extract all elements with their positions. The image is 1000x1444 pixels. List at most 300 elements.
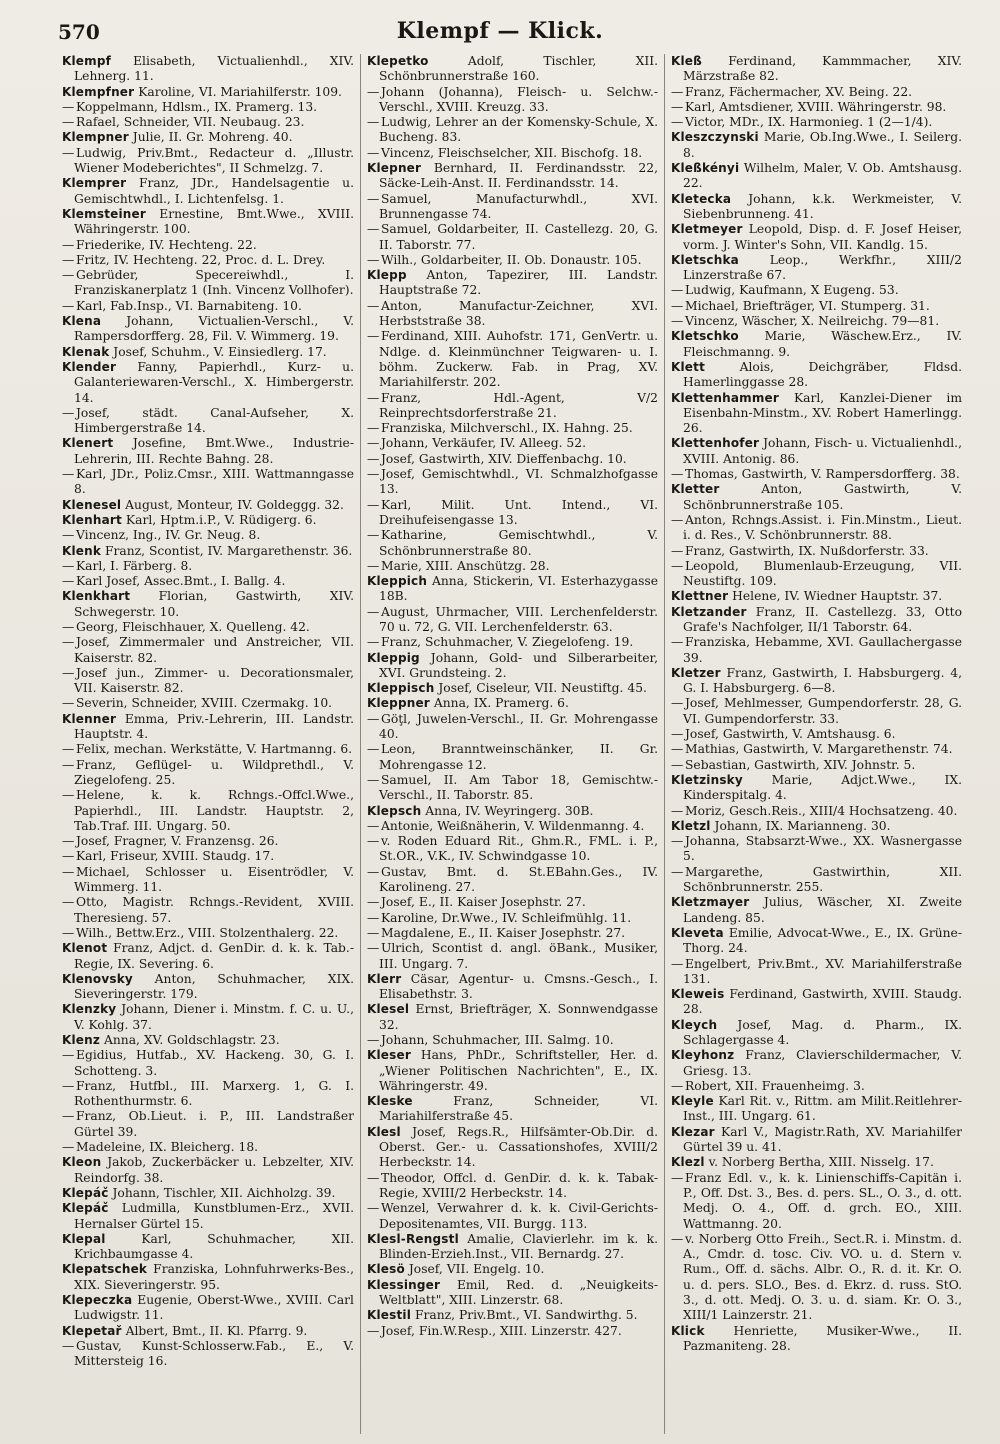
- entry-details: Ferdinand, XIII. Auhofstr. 171, GenVertr. u. Ndlge. d. Kleinmünchner Teigwaren- u. I. böhm. Zuckerw. Fab. in Prag, XV. Mariahilferstr. 202.: [379, 329, 658, 390]
- directory-entry: [367, 574, 658, 605]
- continuation-dash: —: [62, 145, 75, 160]
- directory-entry: [62, 1140, 354, 1155]
- entry-details: Rafael, Schneider, VII. Neubaug. 23.: [76, 115, 305, 130]
- entry-details: Ludwig, Priv.Bmt., Redacteur d. „Illustr. Wiener Modeberichtes", II Schmelzg. 7.: [74, 145, 354, 176]
- entry-details: Josef, Mehlmesser, Gumpendorferstr. 28, G. VI. Gumpendorferstr. 33.: [683, 696, 962, 726]
- directory-entry: [62, 544, 354, 559]
- directory-entry: [367, 253, 658, 268]
- continuation-dash: —: [367, 390, 380, 405]
- continuation-dash: —: [62, 467, 75, 482]
- directory-entry: [671, 161, 962, 192]
- directory-entry: [62, 1186, 354, 1201]
- directory-entry: [62, 100, 354, 115]
- entry-surname: Klenner: [62, 711, 117, 726]
- directory-entry: [671, 1171, 962, 1232]
- entry-details: Jakob, Zuckerbäcker u. Lebzelter, XIV. Reindorfg. 38.: [74, 1155, 354, 1185]
- entry-details: Wilh., Goldarbeiter, II. Ob. Donaustr. 105.: [381, 252, 642, 267]
- continuation-dash: —: [62, 99, 75, 114]
- entry-details: Magdalene, E., II. Kaiser Josephstr. 27.: [381, 925, 626, 940]
- entry-surname: Klesl: [367, 1124, 401, 1139]
- entry-details: Johann, Tischler, XII. Aichholzg. 39.: [112, 1185, 336, 1200]
- directory-entry: [367, 773, 658, 804]
- entry-surname: Klesl-Rengstl: [367, 1231, 459, 1246]
- entry-details: Anna, Stickerin, VI. Esterhazygasse 18B.: [379, 574, 658, 604]
- entry-details: Felix, mechan. Werkstätte, V. Hartmanng. 6.: [76, 742, 353, 757]
- directory-entry: [62, 1002, 354, 1033]
- directory-entry: [62, 972, 354, 1003]
- entry-details: Alois, Deichgräber, Fldsd. Hamerlinggasse 28.: [683, 359, 962, 390]
- directory-entry: [671, 895, 962, 926]
- entry-details: Marie, XIII. Anschützg. 28.: [381, 558, 550, 573]
- directory-entry: [62, 146, 354, 177]
- entry-surname: Klepáč: [62, 1201, 109, 1216]
- directory-entry: [62, 406, 354, 437]
- column-1: [56, 54, 360, 1434]
- entry-surname: Kleppisch: [367, 681, 435, 696]
- entry-details: Robert, XII. Frauenheimg. 3.: [685, 1078, 865, 1093]
- continuation-dash: —: [62, 619, 75, 634]
- entry-surname: Kletzl: [671, 818, 711, 833]
- directory-entry: [671, 314, 962, 329]
- directory-entry: [367, 1278, 658, 1309]
- entry-details: Marie, Adjct.Wwe., IX. Kinderspitalg. 4.: [683, 772, 962, 803]
- directory-entry: [367, 696, 658, 711]
- directory-entry: [671, 834, 962, 865]
- directory-entry: [62, 574, 354, 589]
- directory-entry: [62, 513, 354, 528]
- entry-details: Franz, Gastwirth, IX. Nußdorferstr. 33.: [685, 543, 929, 558]
- continuation-dash: —: [671, 803, 684, 818]
- continuation-dash: —: [367, 1323, 380, 1338]
- entry-details: Karoline, VI. Mariahilferstr. 109.: [138, 84, 342, 99]
- continuation-dash: —: [62, 665, 75, 680]
- entry-details: Georg, Fleischhauer, X. Quelleng. 42.: [76, 619, 310, 634]
- continuation-dash: —: [62, 252, 75, 267]
- continuation-dash: —: [62, 742, 75, 757]
- directory-entry: [62, 1324, 354, 1339]
- directory-entry: [367, 161, 658, 192]
- directory-entry: [671, 666, 962, 697]
- entry-details: Johann, Fisch- u. Victualienhdl., XVIII. Antonig. 86.: [683, 436, 962, 466]
- directory-entry: [671, 727, 962, 742]
- entry-details: Helene, k. k. Rchngs.-Offcl.Wwe., Papierhdl., III. Landstr. Hauptstr. 2, Tab.Traf. III. Ungarg. 50.: [74, 788, 354, 833]
- entry-surname: Klenert: [62, 436, 114, 451]
- directory-entry: [671, 467, 962, 482]
- directory-entry: [367, 146, 658, 161]
- directory-entry: [367, 712, 658, 743]
- entry-details: Samuel, Goldarbeiter, II. Castellezg. 20, G. II. Taborstr. 77.: [379, 222, 658, 252]
- directory-entry: [367, 926, 658, 941]
- directory-entry: [671, 100, 962, 115]
- entry-surname: Kleppner: [367, 696, 430, 711]
- directory-entry: [367, 1171, 658, 1202]
- entry-details: v. Norberg Otto Freih., Sect.R. i. Minstm. d. A., Cmdr. d. tosc. Civ. VO. u. d. Stern v. Rum., Off. d. sächs. Albr. O., R. d. it. Kr. O. u. d. pers. SLO., Bes. d. Ekrz. d. russ. StO. 3., d. ott. Medj. O. 3. u. d. siam. Kr. O. 3., XIII/1 Lainzerstr. 21.: [683, 1231, 962, 1323]
- entry-surname: Kleon: [62, 1155, 102, 1170]
- directory-entry: [62, 788, 354, 834]
- entry-details: Josef, E., II. Kaiser Josephstr. 27.: [381, 895, 586, 910]
- directory-entry: [367, 1232, 658, 1263]
- continuation-dash: —: [367, 252, 380, 267]
- directory-entry: [367, 895, 658, 910]
- continuation-dash: —: [62, 864, 75, 879]
- continuation-dash: —: [367, 467, 380, 482]
- directory-entry: [367, 681, 658, 696]
- directory-entry: [62, 849, 354, 864]
- directory-entry: [671, 819, 962, 834]
- entry-surname: Kleyle: [671, 1094, 714, 1109]
- entry-details: Johann, Victualien-Verschl., V. Rampersdorfferg. 28, Fil. V. Wimmerg. 19.: [74, 314, 354, 344]
- entry-details: Vincenz, Ing., IV. Gr. Neug. 8.: [76, 528, 261, 543]
- entry-details: Wenzel, Verwahrer d. k. k. Civil-Gerichts-Depositenamtes, VII. Burgg. 113.: [379, 1201, 658, 1231]
- directory-entry: [62, 712, 354, 743]
- continuation-dash: —: [367, 222, 380, 237]
- directory-entry: [62, 1155, 354, 1186]
- entry-surname: Klemprer: [62, 176, 127, 191]
- directory-entry: [367, 635, 658, 650]
- continuation-dash: —: [671, 757, 684, 772]
- continuation-dash: —: [367, 145, 380, 160]
- entry-details: Anton, Gastwirth, V. Schönbrunnerstraße 105.: [683, 482, 962, 512]
- directory-entry: [367, 819, 658, 834]
- entry-surname: Kletzander: [671, 604, 747, 619]
- directory-entry: [367, 972, 658, 1003]
- entry-surname: Klenak: [62, 344, 110, 359]
- continuation-dash: —: [62, 115, 75, 130]
- entry-details: Fanny, Papierhdl., Kurz- u. Galanteriewaren-Verschl., X. Himbergerstr. 14.: [74, 359, 354, 405]
- entry-details: Karl V., Magistr.Rath, XV. Mariahilfer Gürtel 39 u. 41.: [683, 1124, 962, 1155]
- entry-details: Franz, Scontist, IV. Margarethenstr. 36.: [105, 543, 353, 558]
- entry-details: Josef, Fin.W.Resp., XIII. Linzerstr. 427.: [381, 1323, 622, 1338]
- continuation-dash: —: [671, 834, 684, 849]
- entry-details: Gebrüder, Specereiwhdl., I. Franziskanerplatz 1 (Inh. Vincenz Vollhofer).: [74, 268, 354, 298]
- entry-surname: Klenzky: [62, 1002, 117, 1017]
- entry-surname: Kletschka: [671, 252, 739, 267]
- entry-details: Johann, Diener i. Minstm. f. C. u. U., V. Kohlg. 37.: [74, 1002, 354, 1032]
- entry-details: Samuel, II. Am Tabor 18, Gemischtw.-Verschl., II. Taborstr. 85.: [379, 772, 658, 803]
- entry-details: Victor, MDr., IX. Harmonieg. 1 (2—1/4).: [685, 115, 933, 130]
- entry-details: Josef jun., Zimmer- u. Decorationsmaler, VII. Kaiserstr. 82.: [74, 665, 354, 696]
- continuation-dash: —: [367, 834, 380, 849]
- directory-entry: [367, 467, 658, 498]
- entry-details: Antonie, Weißnäherin, V. Wildenmanng. 4.: [381, 818, 645, 833]
- entry-surname: Klepeczka: [62, 1293, 133, 1308]
- entry-details: Hans, PhDr., Schriftsteller, Her. d. „Wiener Politischen Nachrichten", E., IX. Währingerstr. 49.: [379, 1048, 658, 1093]
- continuation-dash: —: [367, 329, 380, 344]
- directory-entry: [367, 1048, 658, 1094]
- directory-entry: [62, 758, 354, 789]
- entry-details: Henriette, Musiker-Wwe., II. Pazmaniteng. 28.: [683, 1323, 962, 1353]
- entry-surname: Kletzmayer: [671, 895, 750, 910]
- entry-surname: Kletmeyer: [671, 222, 743, 237]
- entry-details: Johanna, Stabsarzt-Wwe., XX. Wasnergasse 5.: [683, 834, 962, 864]
- entry-details: Josef, Schuhm., V. Einsiedlerg. 17.: [113, 344, 327, 359]
- directory-entry: [367, 436, 658, 451]
- directory-entry: [62, 1262, 354, 1293]
- entry-details: Otto, Magistr. Rchngs.-Revident, XVIII. Theresieng. 57.: [74, 895, 354, 925]
- entry-details: Emilie, Advocat-Wwe., E., IX. Grüne-Thorg. 24.: [683, 925, 962, 956]
- entry-details: Anton, Rchngs.Assist. i. Fin.Minstm., Lieut. i. d. Res., V. Schönbrunnerstr. 88.: [683, 512, 962, 543]
- entry-surname: Klestil: [367, 1308, 412, 1323]
- continuation-dash: —: [367, 84, 380, 99]
- directory-entry: [671, 482, 962, 513]
- entry-surname: Klick: [671, 1323, 705, 1338]
- entry-details: Fritz, IV. Hechteng. 22, Proc. d. L. Drey.: [76, 252, 326, 267]
- column-2: [360, 54, 664, 1434]
- entry-details: Marie, Wäschew.Erz., IV. Fleischmanng. 9.: [683, 329, 962, 359]
- directory-entry: [62, 1033, 354, 1048]
- continuation-dash: —: [671, 84, 684, 99]
- continuation-dash: —: [367, 635, 380, 650]
- entry-surname: Kleppich: [367, 574, 428, 589]
- entry-details: Engelbert, Priv.Bmt., XV. Mariahilferstraße 131.: [683, 956, 962, 986]
- continuation-dash: —: [62, 895, 75, 910]
- entry-surname: Klender: [62, 359, 117, 374]
- directory-entry: [62, 620, 354, 635]
- entry-details: Josef, Regs.R., Hilfsämter-Ob.Dir. d. Oberst. Ger.- u. Cassationshofes, XVIII/2 Herbeckstr. 14.: [379, 1124, 658, 1170]
- continuation-dash: —: [367, 604, 380, 619]
- directory-entry: [671, 192, 962, 223]
- directory-entry: [62, 207, 354, 238]
- entry-details: Franz, Fächermacher, XV. Being. 22.: [685, 84, 913, 99]
- page-header: [40, 18, 960, 48]
- entry-details: Sebastian, Gastwirth, XIV. Johnstr. 5.: [685, 757, 916, 772]
- entry-details: Amalie, Clavierlehr. im k. k. Blinden-Erzieh.Inst., VII. Bernardg. 27.: [379, 1231, 658, 1262]
- entry-surname: Kleßkényi: [671, 161, 740, 176]
- directory-entry: [671, 957, 962, 988]
- entry-details: Franz, Geflügel- u. Wildprethdl., V. Ziegelofeng. 25.: [74, 757, 354, 787]
- entry-details: Koppelmann, Hdlsm., IX. Pramerg. 13.: [76, 99, 318, 114]
- entry-details: Anton, Tapezirer, III. Landstr. Hauptstraße 72.: [379, 268, 658, 298]
- continuation-dash: —: [671, 864, 684, 879]
- continuation-dash: —: [62, 1338, 75, 1353]
- entry-details: Vincenz, Wäscher, X. Neilreichg. 79—81.: [685, 314, 940, 329]
- directory-entry: [671, 130, 962, 161]
- continuation-dash: —: [62, 757, 75, 772]
- directory-entry: [671, 1048, 962, 1079]
- directory-entry: [367, 391, 658, 422]
- directory-entry: [367, 1262, 658, 1277]
- entry-details: Michael, Briefträger, VI. Stumperg. 31.: [685, 298, 930, 313]
- directory-entry: [62, 498, 354, 513]
- directory-entry: [671, 283, 962, 298]
- entry-details: Thomas, Gastwirth, V. Rampersdorfferg. 38.: [685, 467, 960, 482]
- entry-surname: Klenesel: [62, 497, 122, 512]
- entry-details: Karl, Amtsdiener, XVIII. Währingerstr. 98.: [685, 99, 947, 114]
- entry-surname: Klepetař: [62, 1323, 122, 1338]
- continuation-dash: —: [367, 742, 380, 757]
- directory-entry: [671, 589, 962, 604]
- directory-entry: [62, 895, 354, 926]
- entry-details: Johann (Johanna), Fleisch- u. Selchw.-Verschl., XVIII. Kreuzg. 33.: [379, 84, 658, 114]
- entry-surname: Kleske: [367, 1094, 413, 1109]
- directory-entry: [671, 696, 962, 727]
- entry-surname: Klempner: [62, 130, 129, 145]
- directory-entry: [671, 253, 962, 284]
- directory-entry: [367, 605, 658, 636]
- continuation-dash: —: [367, 497, 380, 512]
- entry-details: Elisabeth, Victualienhdl., XIV. Lehnerg. 11.: [74, 54, 354, 84]
- directory-entry: [62, 176, 354, 207]
- directory-entry: [367, 1324, 658, 1339]
- directory-entry: [62, 1201, 354, 1232]
- entry-details: August, Uhrmacher, VIII. Lerchenfelderstr. 70 u. 72, G. VII. Lerchenfelderstr. 63.: [379, 604, 658, 634]
- entry-details: Ulrich, Scontist d. angl. öBank., Musiker, III. Ungarg. 7.: [379, 941, 658, 971]
- continuation-dash: —: [671, 1231, 684, 1246]
- directory-entry: [62, 299, 354, 314]
- continuation-dash: —: [671, 283, 684, 298]
- directory-entry: [367, 329, 658, 390]
- directory-entry: [367, 498, 658, 529]
- entry-surname: Klettner: [671, 589, 729, 604]
- entry-details: Karl, JDr., Poliz.Cmsr., XIII. Wattmanngasse 8.: [74, 467, 354, 497]
- continuation-dash: —: [671, 467, 684, 482]
- entry-surname: Kleyhonz: [671, 1048, 735, 1063]
- page-title: Klempf — Klick.: [396, 18, 604, 44]
- directory-entry: [671, 1324, 962, 1355]
- entry-details: Josef, Gastwirth, V. Amtshausg. 6.: [685, 727, 896, 742]
- continuation-dash: —: [367, 421, 380, 436]
- directory-entry: [671, 391, 962, 437]
- entry-surname: Klepetko: [367, 54, 429, 68]
- entry-details: Franz, Hutfbl., III. Marxerg. 1, G. I. Rothenthurmstr. 6.: [74, 1078, 354, 1109]
- directory-entry: [62, 1232, 354, 1263]
- entry-details: Anton, Manufactur-Zeichner, XVI. Herbststraße 38.: [379, 298, 658, 329]
- entry-details: Franz Edl. v., k. k. Linienschiffs-Capitän i. P., Off. Dst. 3., Bes. d. pers. SL., O. 3., d. ott. Medj. O. 4., Off. d. grch. EO., XIII. Wattmanng. 20.: [683, 1170, 962, 1231]
- entry-details: Franz, Clavierschildermacher, V. Griesg. 13.: [683, 1048, 962, 1078]
- entry-details: Johann, Gold- und Silberarbeiter, XVI. Grundsteing. 2.: [379, 650, 658, 680]
- entry-surname: Klepner: [367, 161, 422, 176]
- continuation-dash: —: [62, 558, 75, 573]
- directory-entry: [62, 635, 354, 666]
- directory-entry: [671, 742, 962, 757]
- entry-details: Helene, IV. Wiedner Hauptstr. 37.: [732, 589, 943, 604]
- directory-entry: [671, 1232, 962, 1324]
- continuation-dash: —: [62, 298, 75, 313]
- entry-surname: Klettenhofer: [671, 436, 760, 451]
- directory-entry: [367, 1002, 658, 1033]
- directory-entry: [671, 115, 962, 130]
- directory-entry: [367, 742, 658, 773]
- entry-details: Gustav, Bmt. d. St.EBahn.Ges., IV. Karolineng. 27.: [379, 864, 658, 895]
- directory-entry: [62, 436, 354, 467]
- directory-entry: [367, 834, 658, 865]
- directory-entry: [671, 360, 962, 391]
- entry-details: Katharine, Gemischtwhdl., V. Schönbrunnerstraße 80.: [379, 528, 658, 558]
- continuation-dash: —: [367, 1201, 380, 1216]
- continuation-dash: —: [671, 956, 684, 971]
- directory-entry: [62, 589, 354, 620]
- entry-details: Franz, JDr., Handelsagentie u. Gemischtwhdl., I. Lichtenfelsg. 1.: [74, 176, 354, 206]
- continuation-dash: —: [367, 910, 380, 925]
- entry-details: Franz, Ob.Lieut. i. P., III. Landstraßer Gürtel 39.: [74, 1109, 354, 1139]
- entry-details: v. Norberg Bertha, XIII. Nisselg. 17.: [708, 1155, 934, 1170]
- continuation-dash: —: [367, 864, 380, 879]
- entry-surname: Klenhart: [62, 512, 122, 527]
- continuation-dash: —: [62, 574, 75, 589]
- continuation-dash: —: [671, 314, 684, 329]
- directory-entry: [671, 54, 962, 85]
- continuation-dash: —: [671, 298, 684, 313]
- directory-entry: [671, 605, 962, 636]
- directory-entry: [62, 696, 354, 711]
- continuation-dash: —: [367, 115, 380, 130]
- directory-entry: [367, 54, 658, 85]
- continuation-dash: —: [671, 543, 684, 558]
- directory-columns: [56, 54, 968, 1434]
- entry-surname: Klezl: [671, 1155, 705, 1170]
- entry-surname: Kleych: [671, 1017, 718, 1032]
- continuation-dash: —: [62, 237, 75, 252]
- entry-details: Michael, Schlosser u. Eisentrödler, V. Wimmerg. 11.: [74, 864, 354, 895]
- entry-surname: Klepal: [62, 1231, 106, 1246]
- directory-entry: [367, 1201, 658, 1232]
- continuation-dash: —: [62, 268, 75, 283]
- directory-entry: [671, 544, 962, 559]
- directory-entry: [62, 1048, 354, 1079]
- entry-details: Gustav, Kunst-Schlosserw.Fab., E., V. Mittersteig 16.: [74, 1338, 354, 1369]
- entry-details: Ludwig, Kaufmann, X Eugeng. 53.: [685, 283, 899, 298]
- continuation-dash: —: [367, 1033, 380, 1047]
- directory-entry: [62, 314, 354, 345]
- continuation-dash: —: [671, 742, 684, 757]
- directory-entry: [671, 804, 962, 819]
- directory-entry: [367, 1125, 658, 1171]
- continuation-dash: —: [671, 1170, 684, 1185]
- entry-details: Josef, VII. Engelg. 10.: [408, 1262, 545, 1277]
- entry-details: Josef, Fragner, V. Franzensg. 26.: [76, 834, 279, 849]
- entry-details: Karl, Schuhmacher, XII. Krichbaumgasse 4.: [74, 1231, 354, 1262]
- entry-surname: Klenk: [62, 543, 102, 558]
- entry-details: Ferdinand, Kammmacher, XIV. Märzstraße 82.: [683, 54, 962, 84]
- directory-entry: [62, 130, 354, 145]
- entry-surname: Klempf: [62, 54, 112, 68]
- directory-entry: [367, 268, 658, 299]
- entry-details: Anna, IX. Pramerg. 6.: [433, 696, 569, 711]
- entry-details: Franz, Hdl.-Agent, V/2 Reinprechtsdorferstraße 21.: [379, 390, 658, 420]
- continuation-dash: —: [62, 635, 75, 650]
- continuation-dash: —: [367, 711, 380, 726]
- directory-entry: [367, 1094, 658, 1125]
- directory-entry: [62, 85, 354, 100]
- column-3: [664, 54, 968, 1434]
- entry-surname: Klesö: [367, 1262, 405, 1277]
- continuation-dash: —: [62, 1109, 75, 1124]
- continuation-dash: —: [367, 436, 380, 451]
- entry-details: Wilh., Bettw.Erz., VIII. Stolzenthalerg. 22.: [76, 925, 339, 940]
- continuation-dash: —: [367, 298, 380, 313]
- entry-surname: Kleppig: [367, 650, 420, 665]
- entry-details: Wilhelm, Maler, V. Ob. Amtshausg. 22.: [683, 161, 962, 191]
- entry-details: Franz, Gastwirth, I. Habsburgerg. 4, G. I. Habsburgerg. 6—8.: [683, 665, 962, 696]
- directory-entry: [671, 513, 962, 544]
- entry-surname: Kleveta: [671, 925, 724, 940]
- directory-entry: [62, 528, 354, 543]
- directory-entry: [671, 1079, 962, 1094]
- entry-details: Albert, Bmt., II. Kl. Pfarrg. 9.: [125, 1323, 308, 1338]
- entry-surname: Klepatschek: [62, 1262, 148, 1277]
- entry-surname: Kletter: [671, 482, 720, 497]
- entry-surname: Kleszczynski: [671, 130, 759, 145]
- continuation-dash: —: [671, 635, 684, 650]
- entry-details: Samuel, Manufacturwhdl., XVI. Brunnengasse 74.: [379, 191, 658, 221]
- continuation-dash: —: [671, 696, 684, 711]
- directory-entry: [671, 329, 962, 360]
- entry-details: Franz, Schneider, VI. Mariahilferstraße 45.: [379, 1094, 658, 1124]
- directory-entry: [62, 467, 354, 498]
- entry-surname: Klenkhart: [62, 589, 131, 604]
- directory-entry: [62, 941, 354, 972]
- directory-entry: [367, 85, 658, 116]
